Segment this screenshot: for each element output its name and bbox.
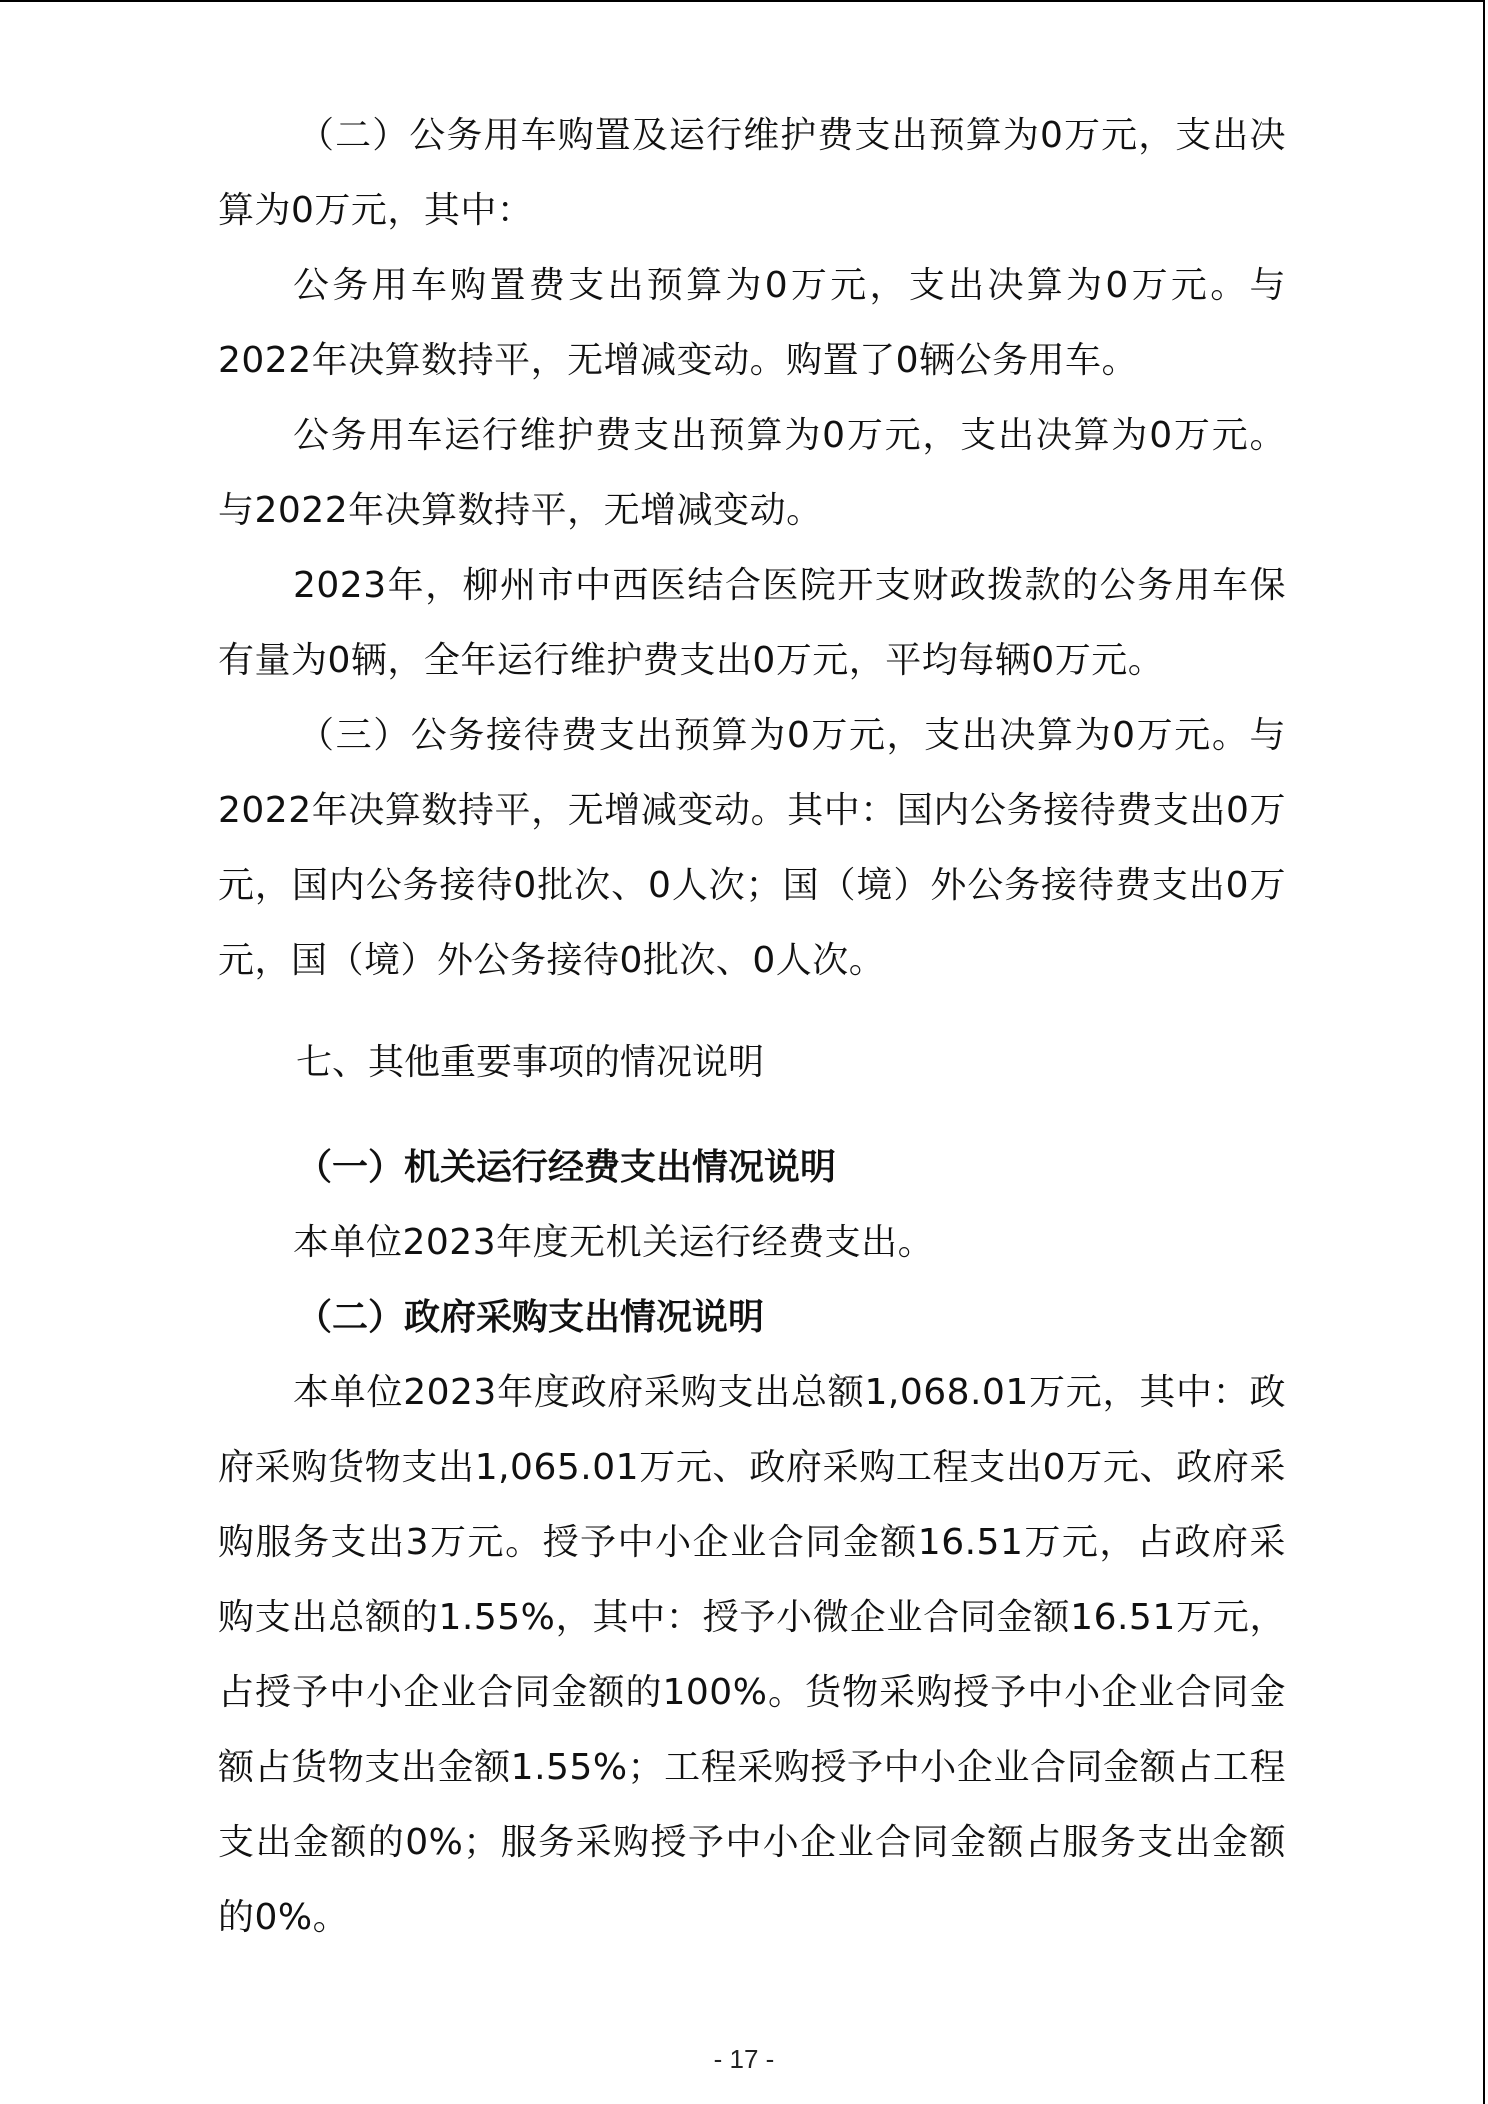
paragraph-vehicle-purchase: 公务用车购置费支出预算为0万元，支出决算为0万元。与2022年决算数持平，无增减变动。购置了0辆公务用车。 — [218, 265, 1286, 381]
paragraph-reception-expense: （三）公务接待费支出预算为0万元，支出决算为0万元。与2022年决算数持平，无增减变动。其中：国内公务接待费支出0万元，国内公务接待0批次、0人次；国（境）外公务接待费支出0万元，国（境）外公务接待0批次、0人次。 — [218, 715, 1286, 981]
subsection-heading-government-procurement: （二）政府采购支出情况说明 — [296, 1297, 765, 1338]
section-heading-other-matters: 七、其他重要事项的情况说明 — [296, 1042, 765, 1083]
paragraph-vehicle-maintenance: 公务用车运行维护费支出预算为0万元，支出决算为0万元。与2022年决算数持平，无增减变动。 — [218, 415, 1286, 531]
document-body — [218, 98, 1286, 1955]
paragraph-vehicle-expense-summary: （二）公务用车购置及运行维护费支出预算为0万元，支出决算为0万元，其中： — [218, 115, 1286, 231]
paragraph-vehicle-holdings: 2023年，柳州市中西医结合医院开支财政拨款的公务用车保有量为0辆，全年运行维护费支出0万元，平均每辆0万元。 — [218, 565, 1286, 681]
paragraph-government-procurement: 本单位2023年度政府采购支出总额1,068.01万元，其中：政府采购货物支出1,065.01万元、政府采购工程支出0万元、政府采购服务支出3万元。授予中小企业合同金额16.51万元，占政府采购支出总额的1.55%，其中：授予小微企业合同金额16.51万元，占授予中小企业合同金额的100%。货物采购授予中小企业合同金额占货物支出金额1.55%；工程采购授予中小企业合同金额占工程支出金额的0%；服务采购授予中小企业合同金额占服务支出金额的0%。 — [218, 1372, 1286, 1938]
subsection-heading-operating-expenses: （一）机关运行经费支出情况说明 — [296, 1147, 837, 1188]
page-number: - 17 - — [713, 2044, 775, 2074]
paragraph-operating-expenses: 本单位2023年度无机关运行经费支出。 — [293, 1222, 935, 1263]
